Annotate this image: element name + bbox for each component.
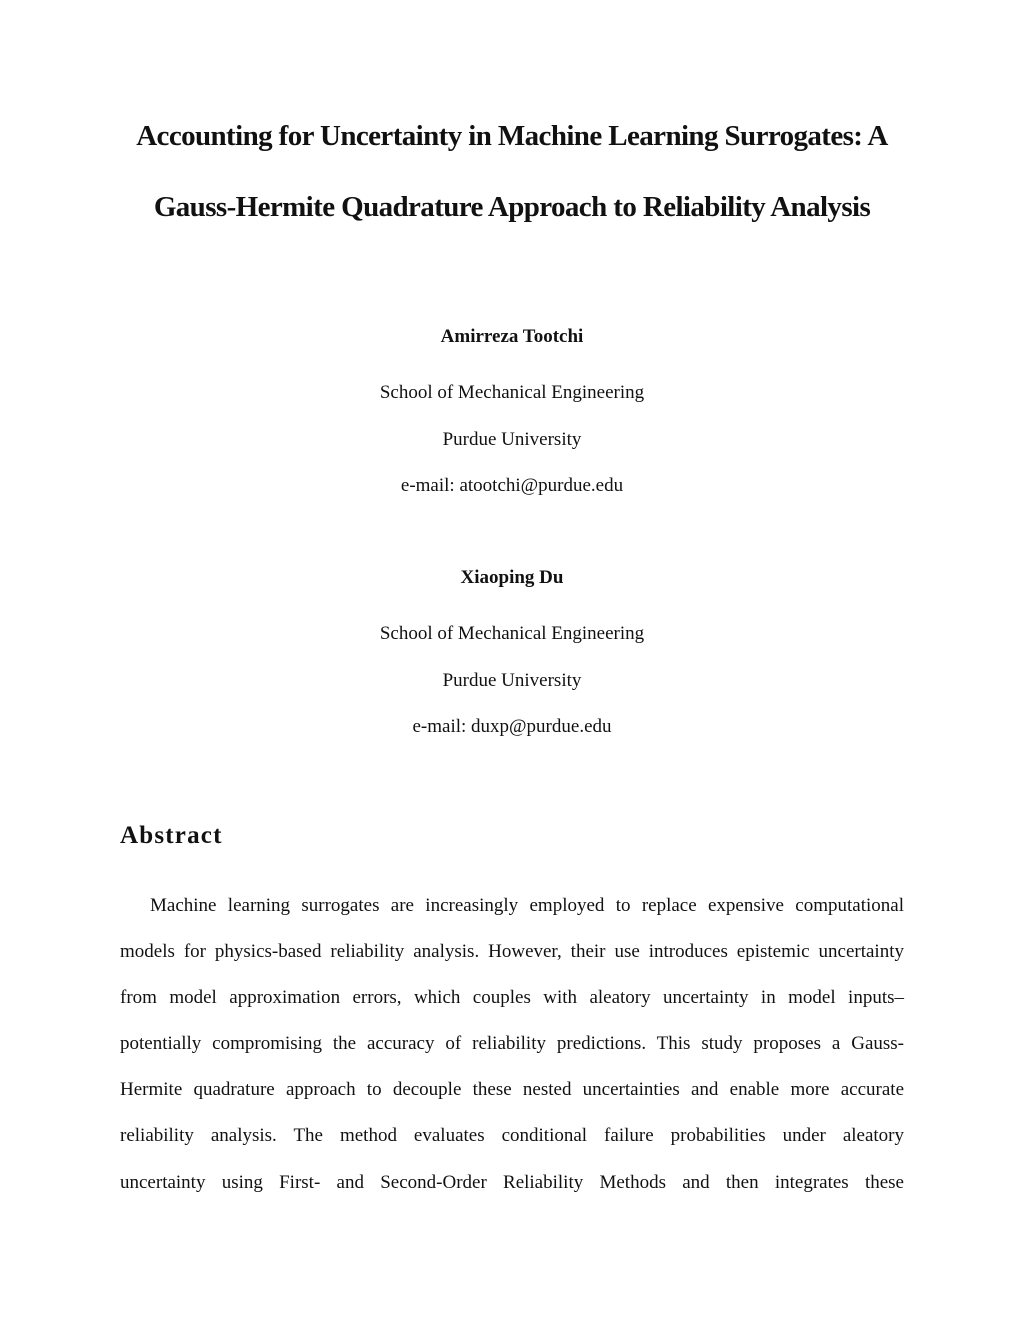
author-name: Xiaoping Du — [460, 567, 564, 588]
author-department: School of Mechanical Engineering — [379, 623, 645, 644]
author-email: e-mail: duxp@purdue.edu — [412, 716, 612, 737]
abstract-heading: Abstract — [120, 822, 223, 849]
paper-title-line-2: Gauss-Hermite Quadrature Approach to Reliability Analysis — [153, 191, 871, 223]
author-institution: Purdue University — [442, 670, 582, 691]
abstract-line: from model approximation errors, which couples with aleatory uncertainty in model inputs– — [120, 987, 904, 1008]
abstract-line: uncertainty using First- and Second-Order Reliability Methods and then integrates these — [120, 1172, 904, 1193]
abstract-line: reliability analysis. The method evaluates conditional failure probabilities under aleatory — [120, 1125, 904, 1146]
paper-title-line-1: Accounting for Uncertainty in Machine Learning Surrogates: A — [136, 120, 888, 152]
author-department: School of Mechanical Engineering — [379, 382, 645, 403]
abstract-line: potentially compromising the accuracy of reliability predictions. This study proposes a Gauss- — [120, 1033, 904, 1054]
author-institution: Purdue University — [442, 429, 582, 450]
author-name: Amirreza Tootchi — [440, 326, 584, 347]
author-email: e-mail: atootchi@purdue.edu — [400, 475, 624, 496]
abstract-line: Machine learning surrogates are increasingly employed to replace expensive computational — [150, 895, 904, 916]
abstract-line: Hermite quadrature approach to decouple these nested uncertainties and enable more accurate — [120, 1079, 904, 1100]
abstract-line: models for physics-based reliability analysis. However, their use introduces epistemic uncertainty — [120, 941, 904, 962]
